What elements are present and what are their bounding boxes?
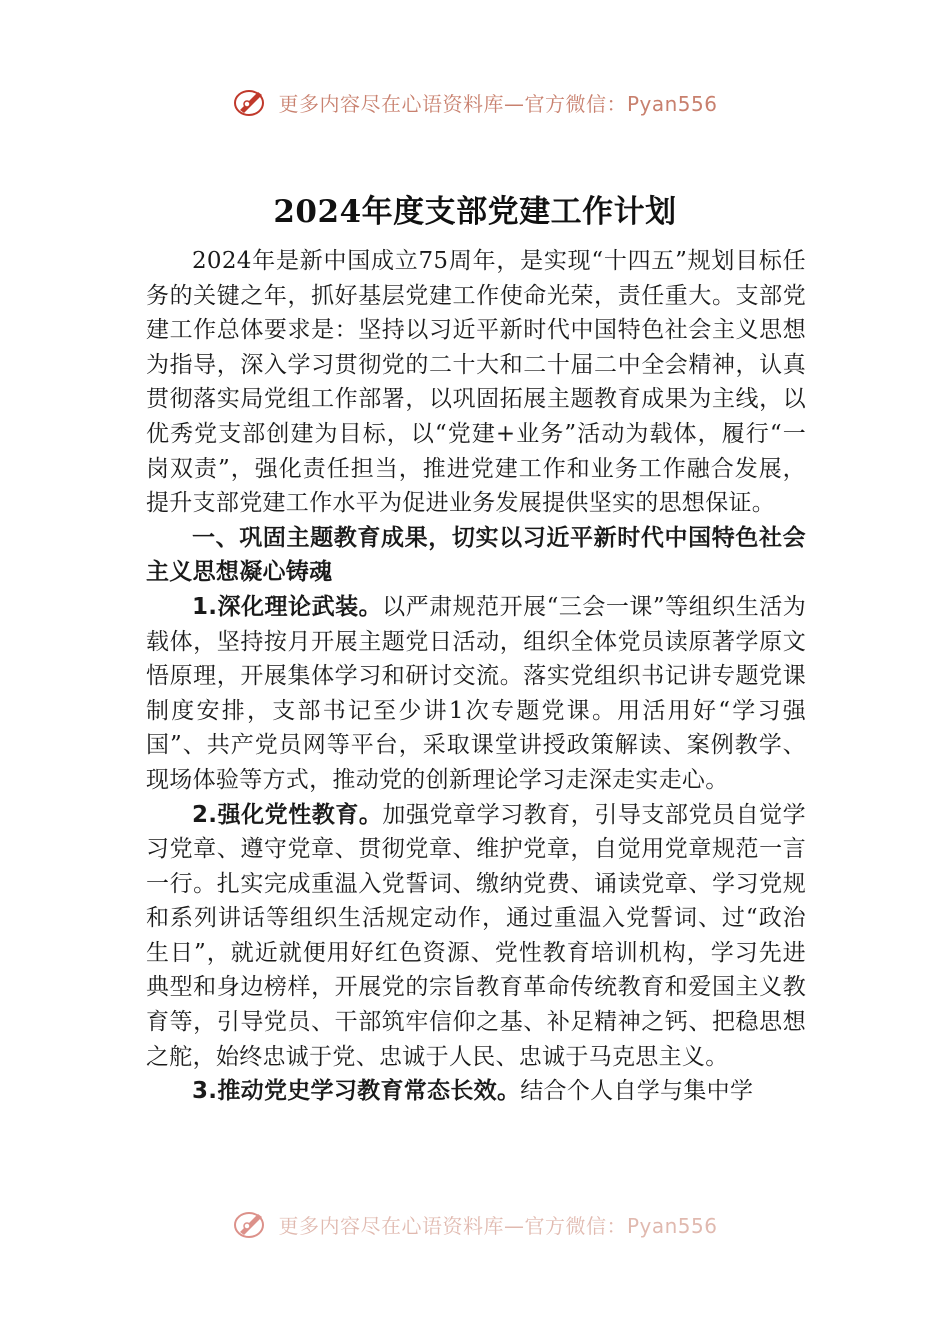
watermark-footer <box>0 1204 950 1244</box>
item-lead: 3.推动党史学习教育常态长效。 <box>192 1078 521 1105</box>
document-body <box>146 244 806 1109</box>
watermark-text: 更多内容尽在心语资料库—官方微信：Pyan556 <box>278 91 718 116</box>
list-item <box>146 1074 806 1109</box>
item-text: 结合个人自学与集中学 <box>520 1078 754 1105</box>
item-text: 加强党章学习教育，引导支部党员自觉学习党章、遵守党章、贯彻党章、维护党章，自觉用党章规范一言一行。扎实完成重温入党誓词、缴纳党费、诵读党章、学习党规和系列讲话等组织生活规定动作，通过重温入党誓词、过“政治生日”，就近就便用好红色资源、党性教育培训机构，学习先进典型和身边榜样，开展党的宗旨教育革命传统教育和爱国主义教育等，引导党员、干部筑牢信仰之基、补足精神之钙、把稳思想之舵，始终忠诚于党、忠诚于人民、忠诚于马克思主义。 <box>146 801 806 1070</box>
item-lead: 2.强化党性教育。 <box>192 801 383 828</box>
list-item <box>146 590 806 798</box>
page-title: 2024年度支部党建工作计划 <box>273 194 677 230</box>
section-heading: 一、巩固主题教育成果，切实以习近平新时代中国特色社会主义思想凝心铸魂 <box>146 524 806 586</box>
item-text: 以严肃规范开展“三会一课”等组织生活为载体，坚持按月开展主题党日活动，组织全体党员读原著学原文悟原理，开展集体学习和研讨交流。落实党组织书记讲专题党课制度安排，支部书记至少讲1次专题党课。用活用好“学习强国”、共产党员网等平台，采取课堂讲授政策解读、案例教学、现场体验等方式，推动党的创新理论学习走深走实走心。 <box>146 593 806 793</box>
pen-seal-icon <box>232 86 268 118</box>
pen-seal-icon <box>232 1208 268 1240</box>
watermark-text: 更多内容尽在心语资料库—官方微信：Pyan556 <box>278 1213 718 1238</box>
watermark-header <box>0 82 950 122</box>
item-lead: 1.深化理论武装。 <box>192 593 383 620</box>
intro-paragraph: 2024年是新中国成立75周年，是实现“十四五”规划目标任务的关键之年，抓好基层党建工作使命光荣，责任重大。支部党建工作总体要求是：坚持以习近平新时代中国特色社会主义思想为指导，深入学习贯彻党的二十大和二十届二中全会精神，认真贯彻落实局党组工作部署，以巩固拓展主题教育成果为主线，以优秀党支部创建为目标，以“党建+业务”活动为载体，履行“一岗双责”，强化责任担当，推进党建工作和业务工作融合发展，提升支部党建工作水平为促进业务发展提供坚实的思想保证。 <box>146 248 806 517</box>
list-item <box>146 798 806 1075</box>
